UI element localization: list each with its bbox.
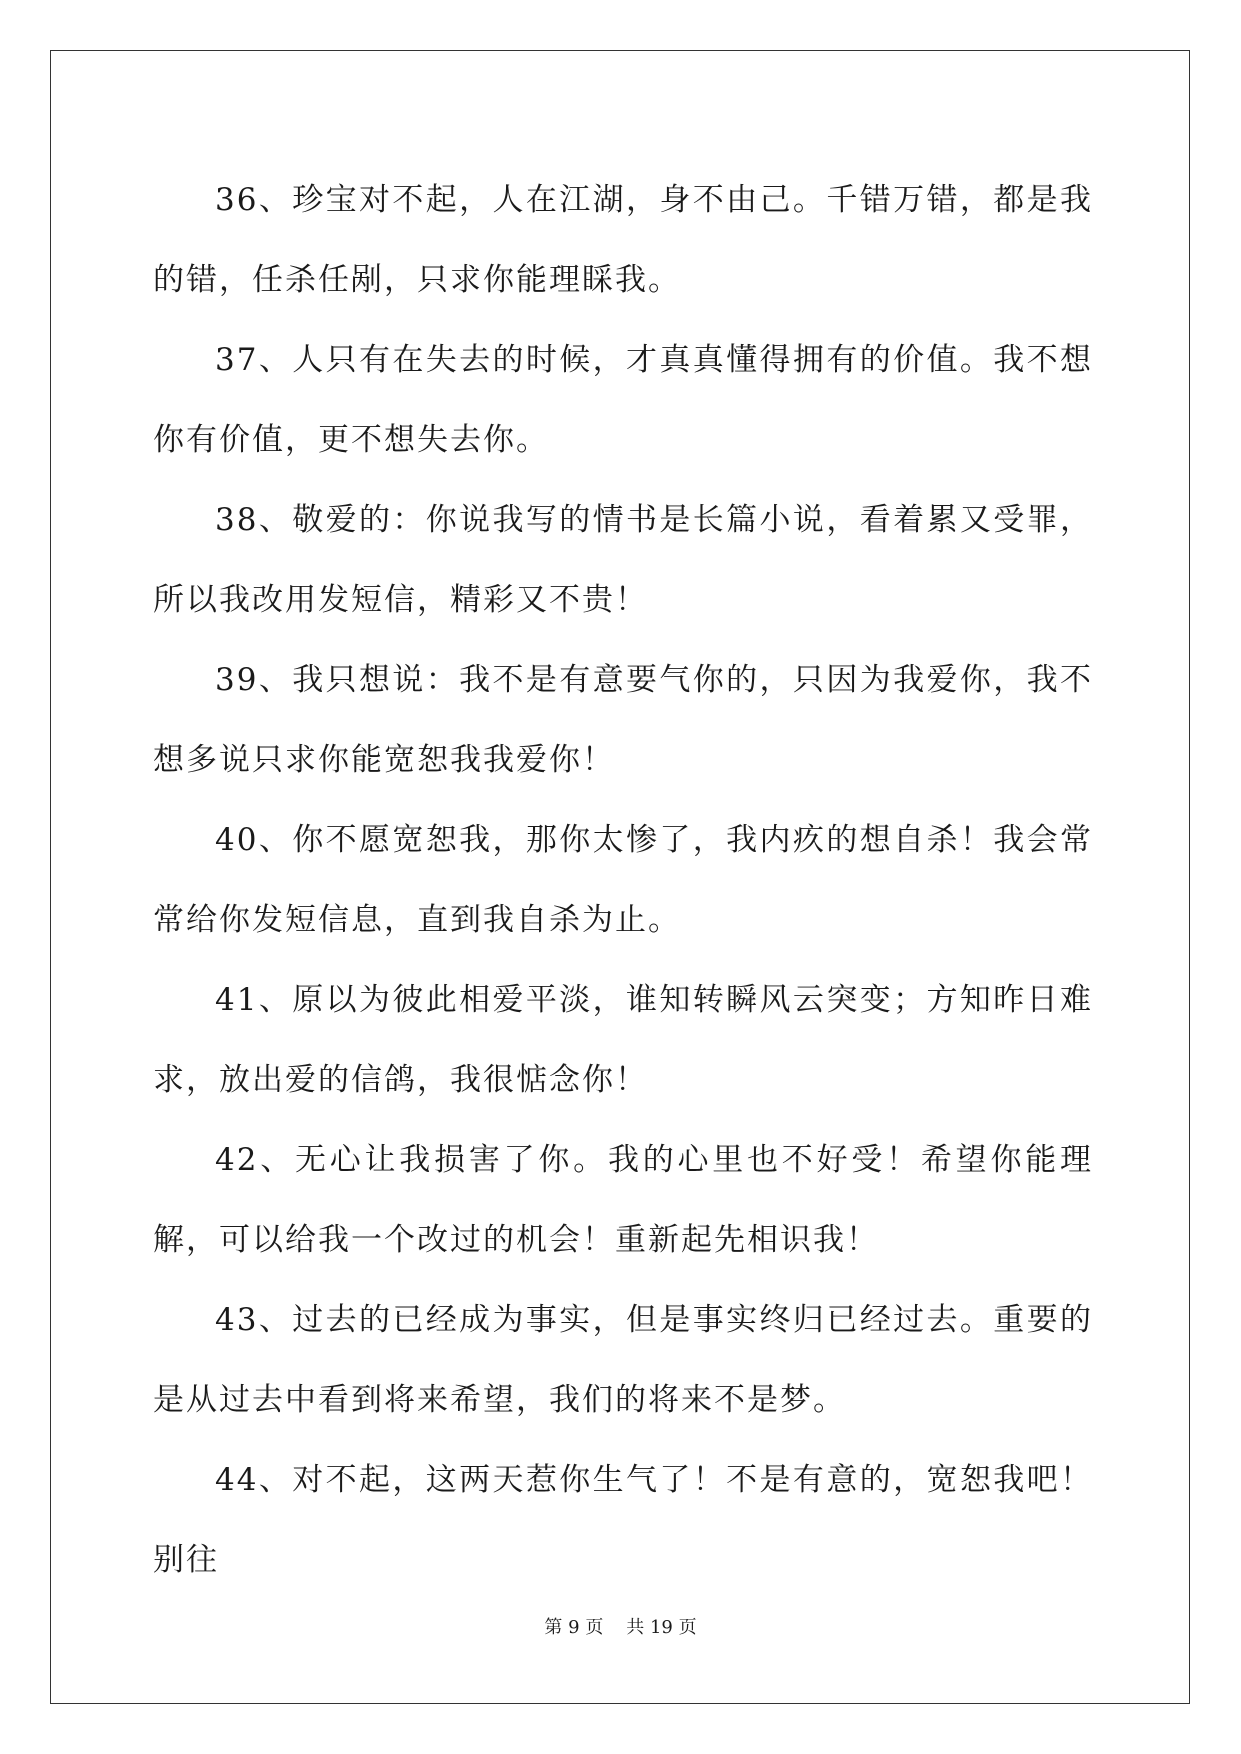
page-number: 第 9 页 (544, 1617, 604, 1638)
paragraph-40: 40、你不愿宽恕我，那你太惨了，我内疚的想自杀！我会常常给你发短信息，直到我自杀为止。 (153, 822, 1093, 938)
paragraph-41: 41、原以为彼此相爱平淡，谁知转瞬风云突变；方知昨日难求，放出爱的信鸽，我很惦念你！ (153, 982, 1093, 1098)
document-body (153, 160, 1093, 1600)
paragraph-37: 37、人只有在失去的时候，才真真懂得拥有的价值。我不想你有价值，更不想失去你。 (153, 342, 1093, 458)
paragraph-44: 44、对不起，这两天惹你生气了！不是有意的，宽恕我吧！别往 (153, 1462, 1093, 1578)
page-footer (0, 1613, 1241, 1639)
paragraph-43: 43、过去的已经成为事实，但是事实终归已经过去。重要的是从过去中看到将来希望，我们的将来不是梦。 (153, 1302, 1093, 1418)
page-total: 共 19 页 (626, 1617, 697, 1638)
paragraph-38: 38、敬爱的：你说我写的情书是长篇小说，看着累又受罪，所以我改用发短信，精彩又不贵！ (153, 502, 1093, 618)
paragraph-36: 36、珍宝对不起，人在江湖，身不由己。千错万错，都是我的错，任杀任剐，只求你能理睬我。 (153, 182, 1093, 298)
paragraph-42: 42、无心让我损害了你。我的心里也不好受！希望你能理解，可以给我一个改过的机会！重新起先相识我！ (153, 1142, 1093, 1258)
paragraph-39: 39、我只想说：我不是有意要气你的，只因为我爱你，我不想多说只求你能宽恕我我爱你！ (153, 662, 1093, 778)
